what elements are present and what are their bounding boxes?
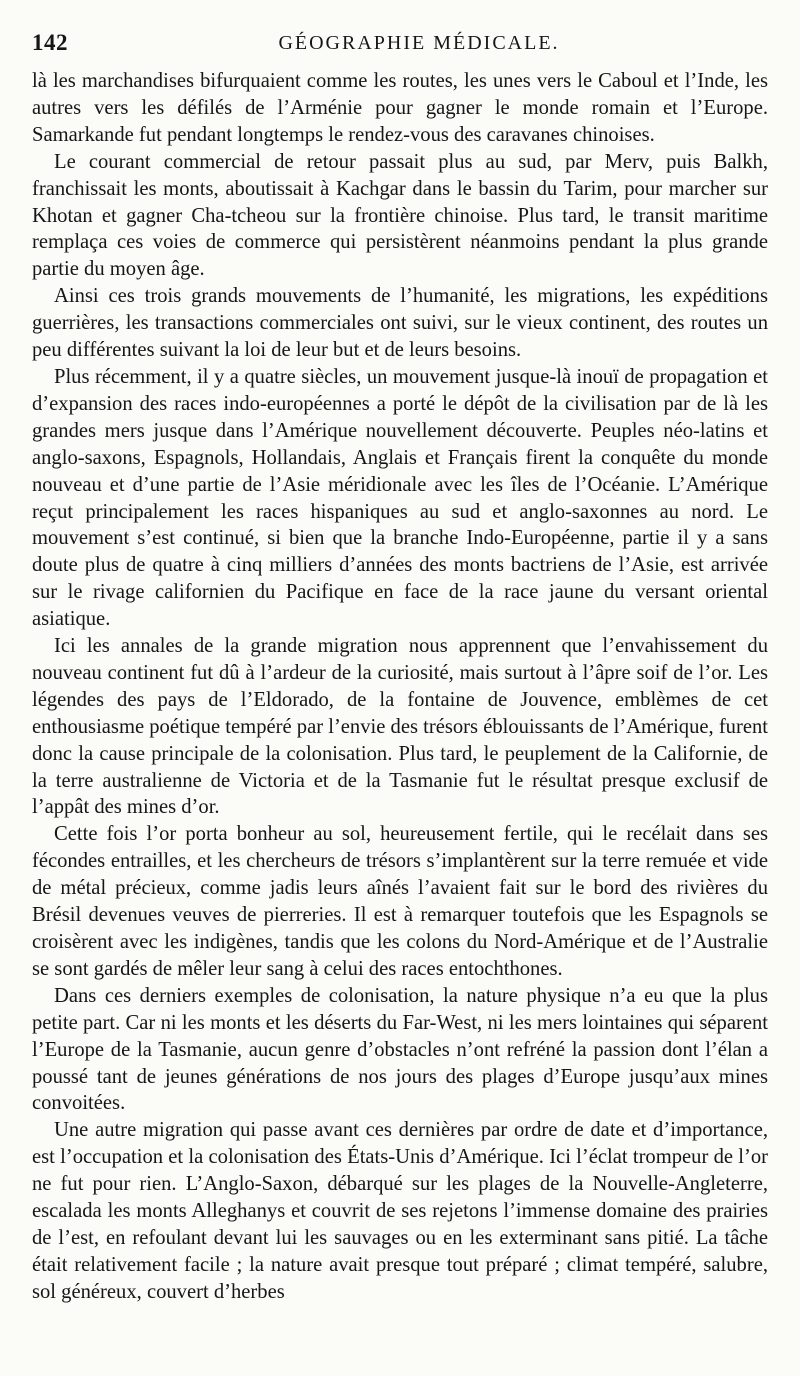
paragraph: Ici les annales de la grande migration nous apprennent que l’envahissement du nouveau continent fut dû à l’ardeur de la curiosité, mais surtout à l’âpre soif de l’or. Les légendes des pays de l’Eldorado, de la fontaine de Jouvence, emblèmes de cet enthousiasme poétique tempéré par l’envie des trésors éblouissants de l’Amérique, furent donc la cause principale de la colonisation. Plus tard, le peuplement de la Californie, de la terre australienne de Victoria et de la Tasmanie fut le résultat presque exclusif de l’appât des mines d’or.	[32, 635, 768, 819]
paragraph: Plus récemment, il y a quatre siècles, un mouvement jusque-là inouï de propagation et d’expansion des races indo-européennes a porté le dépôt de la civilisation par de là les grandes mers jusque dans l’Amérique nouvellement découverte. Peuples néo-latins et anglo-saxons, Espagnols, Hollandais, Anglais et Français firent la conquête du monde nouveau et d’une partie de l’Asie méridionale avec les îles de l’Océanie. L’Amérique reçut principalement les races hispaniques au sud et anglo-saxonnes au nord. Le mouvement s’est continué, si bien que la branche Indo-Européenne, partie il y a sans doute plus de quatre à cinq milliers d’années des monts bactriens de l’Asie, est arrivée sur le rivage californien du Pacifique en face de la race jaune du versant oriental asiatique.	[32, 365, 768, 631]
paragraph: Une autre migration qui passe avant ces dernières par ordre de date et d’importance, est l’occupation et la colonisation des États-Unis d’Amérique. Ici l’éclat trompeur de l’or ne fut pour rien. L’Anglo-Saxon, débarqué sur les plages de la Nouvelle-Angleterre, escalada les monts Alleghanys et couvrit de ses rejetons l’immense domaine des prairies de l’est, en refoulant devant lui les sauvages ou en les exterminant sans pitié. La tâche était relativement facile ; la nature avait presque tout préparé ; climat tempéré, salubre, sol généreux, couvert d’herbes	[32, 1119, 768, 1303]
paragraph: Cette fois l’or porta bonheur au sol, heureusement fertile, qui le recélait dans ses fécondes entrailles, et les chercheurs de trésors s’implantèrent sur la terre remuée et vide de métal précieux, comme jadis leurs aînés l’avaient fait sur le bord des rivières du Brésil devenues veuves de pierreries. Il est à remarquer toutefois que les Espagnols se croisèrent avec les indigènes, tandis que les colons du Nord-Amérique et de l’Australie se sont gardés de mêler leur sang à celui des races entochthones.	[32, 823, 768, 980]
page-number: 142	[32, 30, 68, 55]
running-title: GÉOGRAPHIE MÉDICALE.	[278, 32, 560, 54]
paragraph: Ainsi ces trois grands mouvements de l’humanité, les migrations, les expéditions guerrières, les transactions commerciales ont suivi, sur le vieux continent, des routes un peu différentes suivant la loi de leur but et de leurs besoins.	[32, 285, 768, 362]
page-header	[32, 30, 770, 64]
paragraph-continuation: là les marchandises bifurquaient comme les routes, les unes vers le Caboul et l’Inde, les autres vers les défilés de l’Arménie pour gagner le monde romain et l’Europe. Samarkande fut pendant longtemps le rendez-vous des caravanes chinoises.	[32, 70, 768, 146]
paragraph: Le courant commercial de retour passait plus au sud, par Merv, puis Balkh, franchissait les monts, aboutissait à Kachgar dans le bassin du Tarim, pour marcher sur Khotan et gagner Cha-tcheou sur la frontière chinoise. Plus tard, le transit maritime remplaça ces voies de commerce qui persistèrent néanmoins pendant la plus grande partie du moyen âge.	[32, 150, 768, 281]
body-text	[32, 68, 768, 1306]
paragraph: Dans ces derniers exemples de colonisation, la nature physique n’a eu que la plus petite part. Car ni les monts et les déserts du Far-West, ni les mers lointaines qui séparent l’Europe de la Tasmanie, aucun genre d’obstacles n’ont refréné la passion dont l’élan a poussé tant de jeunes générations de nos jours des plages d’Europe jusqu’aux mines convoitées.	[32, 984, 768, 1115]
